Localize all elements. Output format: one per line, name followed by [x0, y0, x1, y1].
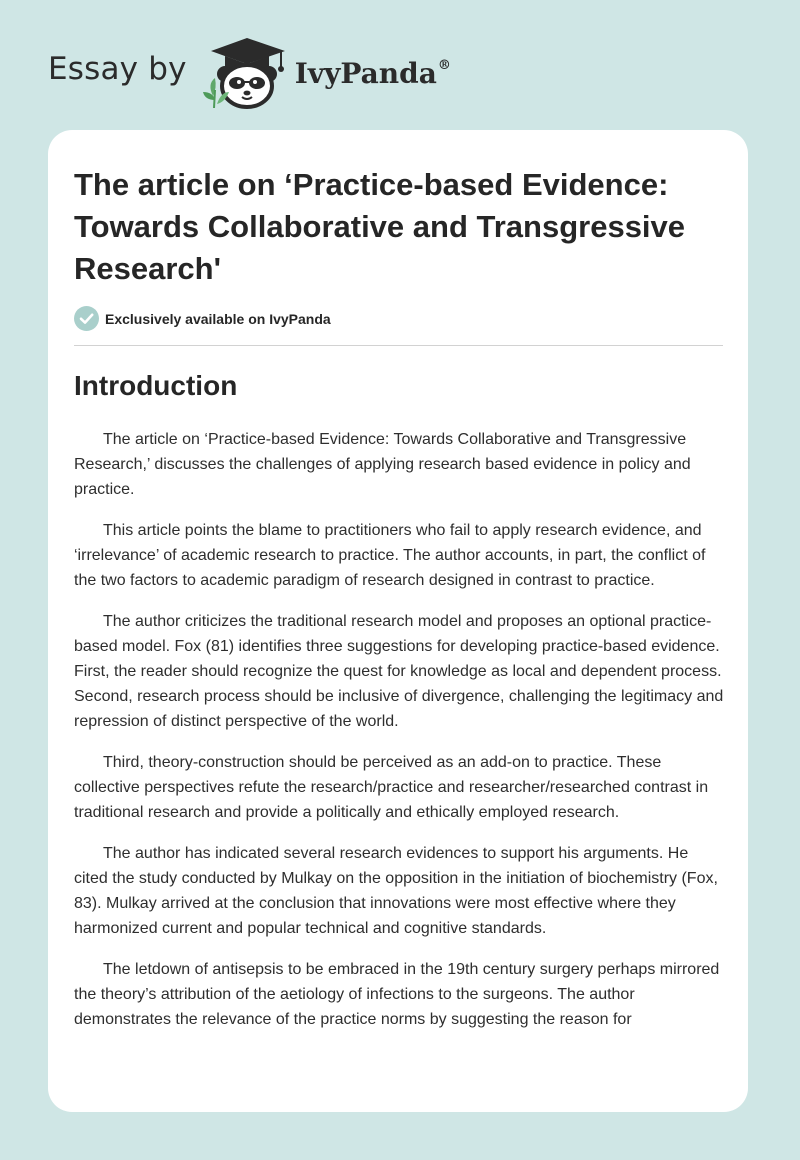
- paragraph: The author criticizes the traditional research model and proposes an optional practice-based model. Fox (81) identifies three suggestions for developing practice-based evidence. First, the reader should recognize the quest for knowledge as local and dependent process. Second, research process should be inclusive of divergence, challenging the legitimacy and repression of distinct perspective of the world.: [74, 613, 724, 730]
- exclusive-badge-label: Exclusively available on IvyPanda: [105, 310, 331, 327]
- section-heading: Introduction: [74, 370, 238, 401]
- paragraph: Third, theory-construction should be perceived as an add-on to practice. These collective perspectives refute the research/practice and researcher/researched contrast in traditional research and provide a politically and ethically employed research.: [74, 754, 709, 821]
- brand-name[interactable]: IvyPanda®: [294, 56, 451, 90]
- site-header: [48, 34, 451, 110]
- article-title: The article on ‘Practice-based Evidence: Towards Collaborative and Transgressive Research': [74, 167, 686, 286]
- title-divider: [74, 345, 723, 346]
- paragraph: The article on ‘Practice-based Evidence: Towards Collaborative and Transgressive Research,’ discusses the challenges of applying research based evidence in policy and practice.: [74, 431, 691, 498]
- paragraph: The letdown of antisepsis to be embraced in the 19th century surgery perhaps mirrored the theory’s attribution of the aetiology of infections to the surgeons. The author demonstrates the relevance of the practice norms by suggesting the reason for: [74, 961, 720, 1028]
- check-circle-icon: [74, 306, 99, 331]
- exclusive-badge: [74, 306, 331, 331]
- essay-by-label: Essay by: [48, 51, 187, 87]
- paragraph: This article points the blame to practitioners who fail to apply research evidence, and ‘irrelevance’ of academic research to practice. The author accounts, in part, the conflict of the two factors to academic paradigm of research designed in contrast to practice.: [74, 522, 706, 589]
- article-card: [48, 130, 748, 1112]
- paragraph: The author has indicated several research evidences to support his arguments. He cited the study conducted by Mulkay on the opposition in the initiation of biochemistry (Fox, 83). Mulkay arrived at the conclusion that innovations were most effective where they harmonized current and popular technical and cognitive standards.: [74, 845, 718, 937]
- article-body: [74, 427, 724, 1048]
- panda-logo-icon[interactable]: [201, 34, 289, 110]
